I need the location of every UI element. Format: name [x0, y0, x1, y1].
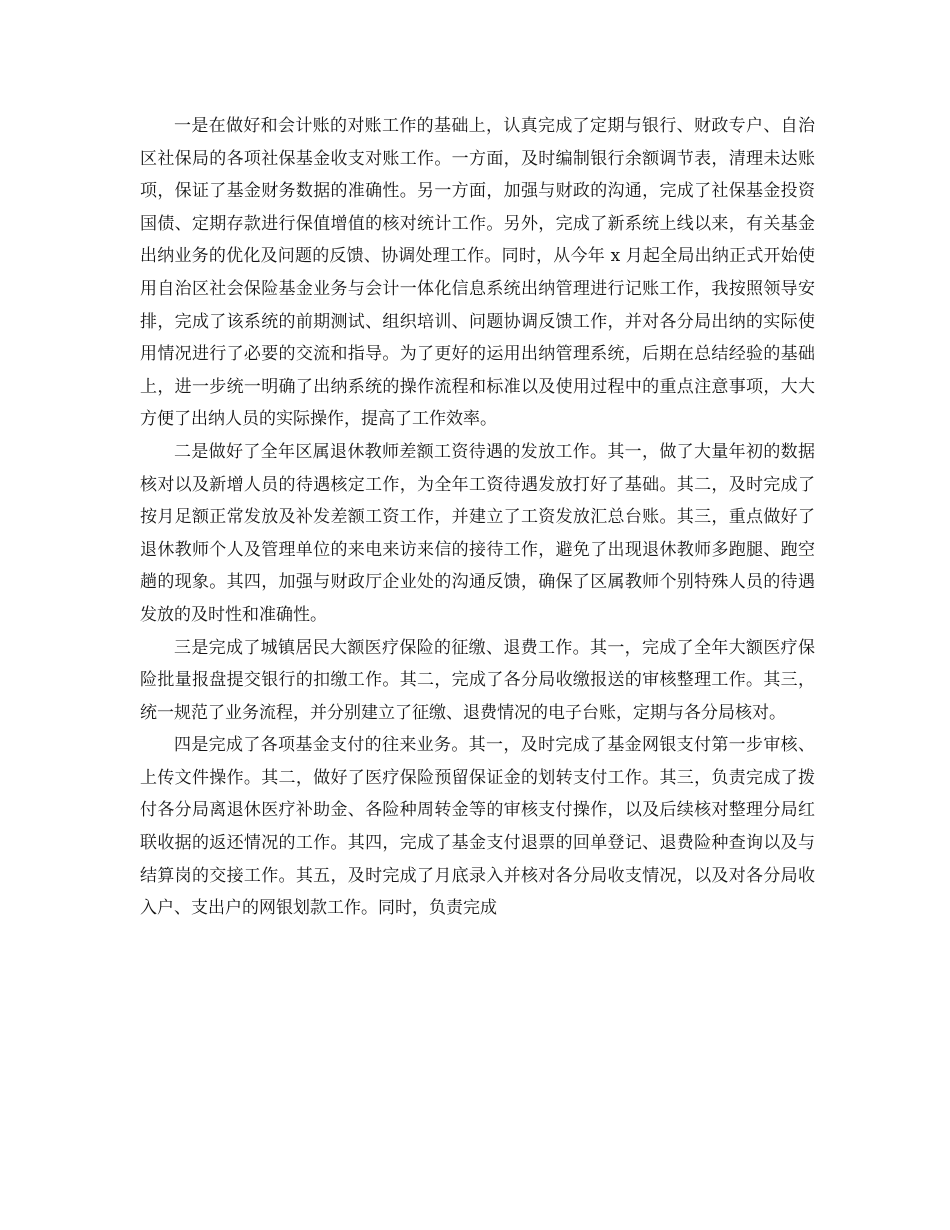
- paragraph-fund-payments: 四是完成了各项基金支付的往来业务。其一，及时完成了基金网银支付第一步审核、上传文件操作。其二，做好了医疗保险预留保证金的划转支付工作。其三，负责完成了拨付各分局离退休医疗补助金、各险种周转金等的审核支付操作，以及后续核对整理分局红联收据的返还情况的工作。其四，完成了基金支付退票的回单登记、退费险种查询以及与结算岗的交接工作。其五，及时完成了月底录入并核对各分局收支情况，以及对各分局收入户、支出户的网银划款工作。同时，负责完成: [140, 735, 815, 919]
- paragraph-medical-insurance: 三是完成了城镇居民大额医疗保险的征缴、退费工作。其一，完成了全年大额医疗保险批量报盘提交银行的扣缴工作。其二，完成了各分局收缴报送的审核整理工作。其三，统一规范了业务流程，并分别建立了征缴、退费情况的电子台账，定期与各分局核对。: [140, 637, 815, 723]
- document-body: [140, 110, 815, 925]
- paragraph-reconciliation: 一是在做好和会计账的对账工作的基础上，认真完成了定期与银行、财政专户、自治区社保局的各项社保基金收支对账工作。一方面，及时编制银行余额调节表，清理未达账项，保证了基金财务数据的准确性。另一方面，加强与财政的沟通，完成了社保基金投资国债、定期存款进行保值增值的核对统计工作。另外，完成了新系统上线以来，有关基金出纳业务的优化及问题的反馈、协调处理工作。同时，从今年 x 月起全局出纳正式开始使用自治区社会保险基金业务与会计一体化信息系统出纳管理进行记账工作，我按照领导安排，完成了该系统的前期测试、组织培训、问题协调反馈工作，并对各分局出纳的实际使用情况进行了必要的交流和指导。为了更好的运用出纳管理系统，后期在总结经验的基础上，进一步统一明确了出纳系统的操作流程和标准以及使用过程中的重点注意事项，大大方便了出纳人员的实际操作，提高了工作效率。: [140, 116, 815, 430]
- paragraph-teacher-wages: 二是做好了全年区属退休教师差额工资待遇的发放工作。其一，做了大量年初的数据核对以及新增人员的待遇核定工作，为全年工资待遇发放打好了基础。其二，及时完成了按月足额正常发放及补发差额工资工作，并建立了工资发放汇总台账。其三，重点做好了退休教师个人及管理单位的来电来访来信的接待工作，避免了出现退休教师多跑腿、跑空趟的现象。其四，加强与财政厅企业处的沟通反馈，确保了区属教师个别特殊人员的待遇发放的及时性和准确性。: [140, 441, 815, 625]
